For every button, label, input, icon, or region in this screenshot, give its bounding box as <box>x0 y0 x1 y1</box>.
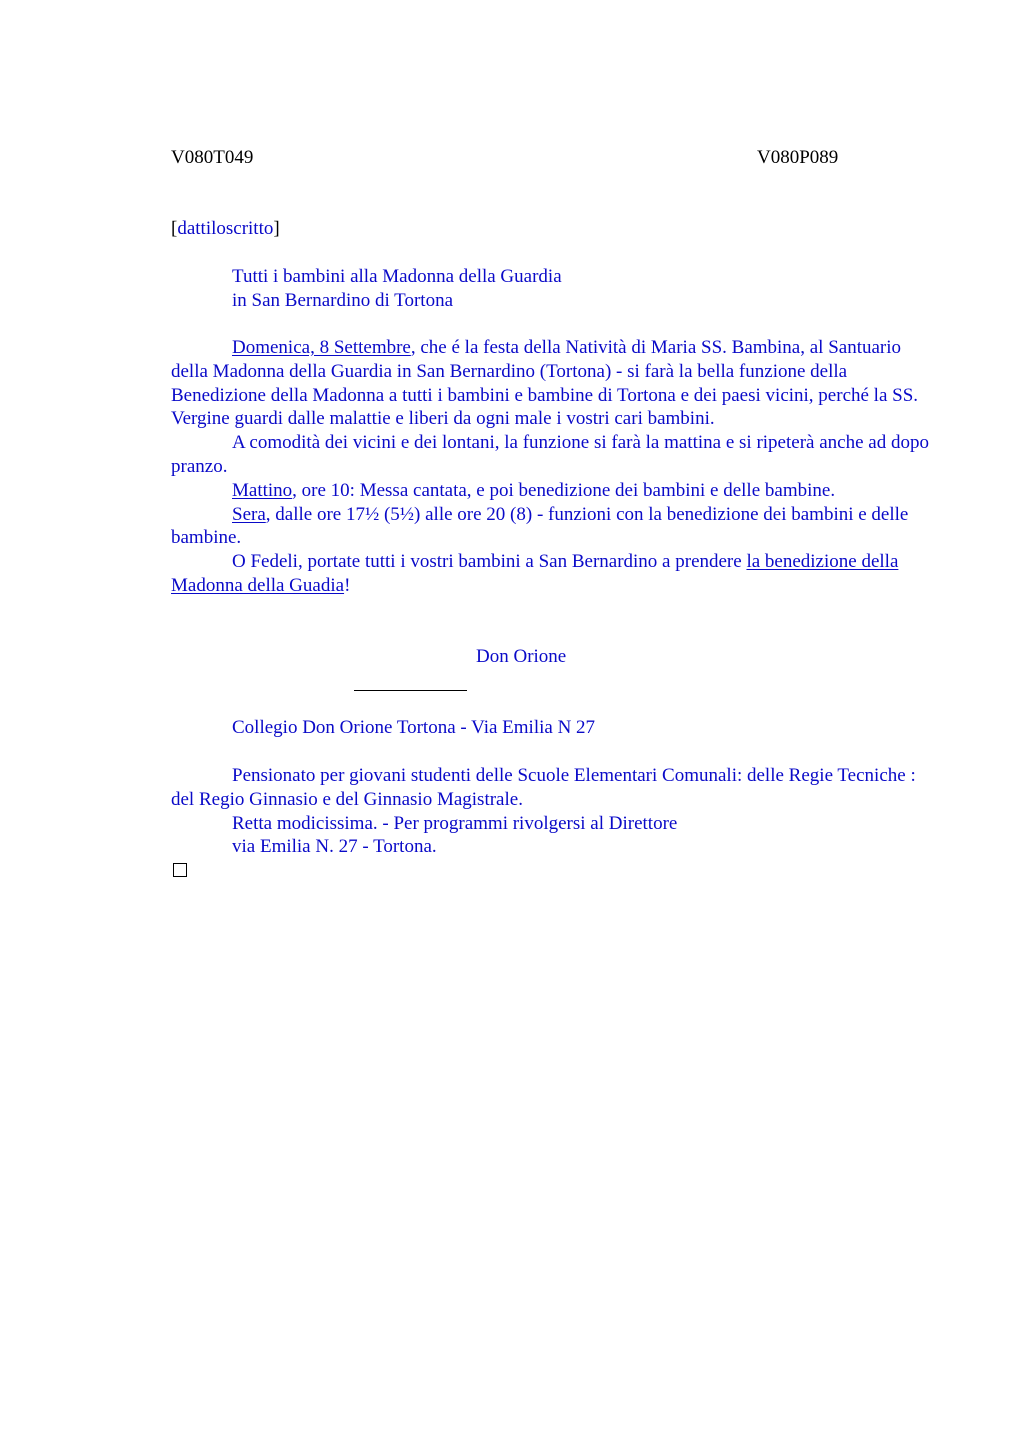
document-type-tag <box>171 217 280 241</box>
title-line-2: in San Bernardino di Tortona <box>232 290 454 311</box>
body-paragraph-5-text: O Fedeli, portate tutti i vostri bambini a San Bernardino a prendere <box>232 551 747 573</box>
body-paragraph-3-text: , ore 10: Messa cantata, e poi benedizione dei bambini e delle bambine. <box>292 479 836 501</box>
document-code-left: V080T049 <box>171 147 254 168</box>
body-paragraph-2: A comodità dei vicini e dei lontani, la funzione si farà la mattina e si ripeterà anche ad dopo pranzo. <box>171 432 929 477</box>
advert-paragraph-2-line-2: via Emilia N. 27 - Tortona. <box>232 836 437 858</box>
end-square-icon <box>173 863 187 877</box>
body-paragraph-1-text: , che é la festa della Natività di Maria SS. Bambina, al Santuario della Madonna della Guardia in San Bernardino (Tortona) - si farà la bella funzione della Benedizione della Madonna a tutti i bambini e bambine di Tortona e dei paesi vicini, perché la SS. Vergine guardi dalle malattie e liberi da ogni male i vostri cari bambini. <box>171 337 919 430</box>
title-line-1: Tutti i bambini alla Madonna della Guardia <box>232 266 562 287</box>
body-paragraph-5 <box>171 550 931 598</box>
separator-line <box>354 690 467 691</box>
letter-body <box>171 336 931 598</box>
advert-paragraph-1: Pensionato per giovani studenti delle Scuole Elementari Comunali: delle Regie Tecniche : del Regio Ginnasio e del Ginnasio Magistrale. <box>171 765 916 810</box>
body-paragraph-1 <box>171 336 931 431</box>
morning-underlined: Mattino <box>232 479 293 501</box>
document-code-right: V080P089 <box>757 147 839 168</box>
body-paragraph-4-text: , dalle ore 17½ (5½) alle ore 20 (8) - funzioni con la benedizione dei bambini e delle bambine. <box>171 503 909 549</box>
bracket-close: ] <box>273 218 280 239</box>
signature: Don Orione <box>476 646 567 667</box>
blessing-underlined: la benedizione della Madonna della Guadia <box>171 551 899 596</box>
body-paragraph-5-end: ! <box>344 574 351 596</box>
date-underlined: Domenica, 8 Settembre <box>232 337 411 358</box>
advert-body <box>171 764 931 859</box>
bracket-open: [ <box>171 218 178 239</box>
document-type-label: dattiloscritto <box>177 218 274 239</box>
body-paragraph-4 <box>171 503 931 551</box>
advert-paragraph-2-line-1: Retta modicissima. - Per programmi rivolgersi al Direttore <box>232 812 678 834</box>
advert-heading: Collegio Don Orione Tortona - Via Emilia N 27 <box>232 717 596 738</box>
evening-underlined: Sera <box>232 503 266 525</box>
body-paragraph-3 <box>171 479 931 503</box>
